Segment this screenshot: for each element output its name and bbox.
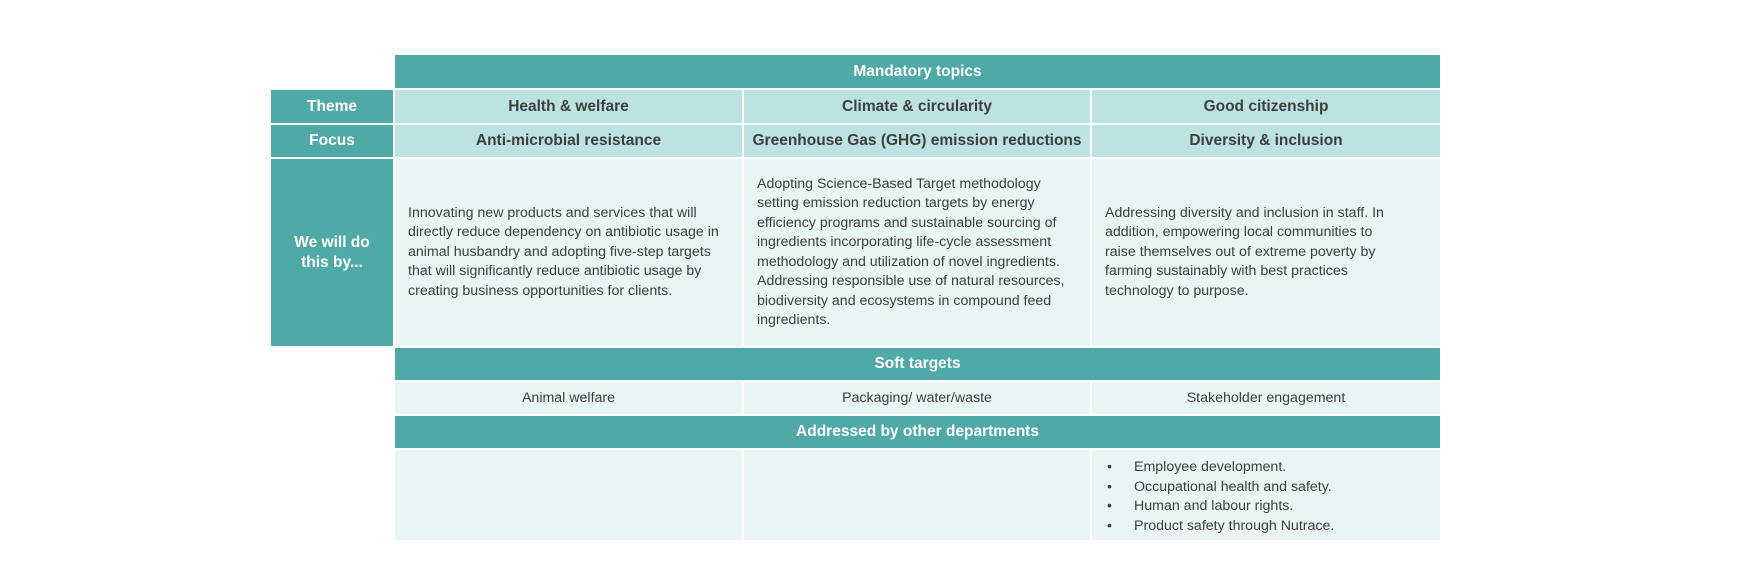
focus-cell-antimicrobial: Anti-microbial resistance [395,125,742,157]
list-item-text: Employee development. [1134,459,1287,475]
soft-target-packaging: Packaging/ water/waste [744,382,1090,414]
soft-target-stakeholder: Stakeholder engagement [1092,382,1440,414]
list-item [1105,478,1427,498]
other-departments-list [1105,458,1427,536]
actions-text-good-citizenship: Addressing diversity and inclusion in staff. In addition, empowering local communities to raise themselves out of extreme poverty by farming sustainably with best practices technology to purpose. [1105,204,1384,299]
focus-cell-diversity: Diversity & inclusion [1092,125,1440,157]
actions-cell-health-welfare [395,159,742,346]
other-departments-cell-list [1092,450,1440,540]
list-item [1105,517,1427,537]
bullet-icon: • [1107,478,1112,495]
row-label-actions: We will do this by... [271,159,393,346]
list-item-text: Human and labour rights. [1134,498,1294,514]
row-label-focus: Focus [271,125,393,157]
focus-cell-ghg: Greenhouse Gas (GHG) emission reductions [744,125,1090,157]
actions-cell-good-citizenship [1092,159,1440,346]
other-departments-header: Addressed by other departments [395,416,1440,448]
other-departments-cell-empty-2 [744,450,1090,540]
list-item [1105,497,1427,517]
bullet-icon: • [1107,498,1112,514]
list-item-text: Product safety through Nutrace. [1134,517,1335,534]
theme-cell-good-citizenship: Good citizenship [1092,90,1440,123]
list-item-text: Occupational health and safety. [1134,478,1332,495]
actions-text-health-welfare: Innovating new products and services that will directly reduce dependency on antibiotic usage in animal husbandry and adopting five-step targets that will significantly reduce antibiotic usage by creating business opportunities for clients. [408,204,719,299]
actions-cell-climate-circularity [744,159,1090,346]
list-item [1105,458,1427,478]
bullet-icon: • [1107,459,1112,475]
other-departments-cell-empty-1 [395,450,742,540]
row-label-theme: Theme [271,90,393,123]
theme-cell-climate-circularity: Climate & circularity [744,90,1090,123]
actions-text-climate-circularity: Adopting Science-Based Target methodology setting emission reduction targets by energy efficiency programs and sustainable sourcing of ingredients incorporating life-cycle assessment methodology and utilization of novel ingredients. Addressing responsible use of natural resources, biodiversity and ecosystems in compound feed ingredients. [757,175,1065,328]
soft-targets-header: Soft targets [395,348,1440,380]
bullet-icon: • [1107,517,1112,534]
mandatory-topics-header: Mandatory topics [395,55,1440,88]
soft-target-animal-welfare: Animal welfare [395,382,742,414]
theme-cell-health-welfare: Health & welfare [395,90,742,123]
